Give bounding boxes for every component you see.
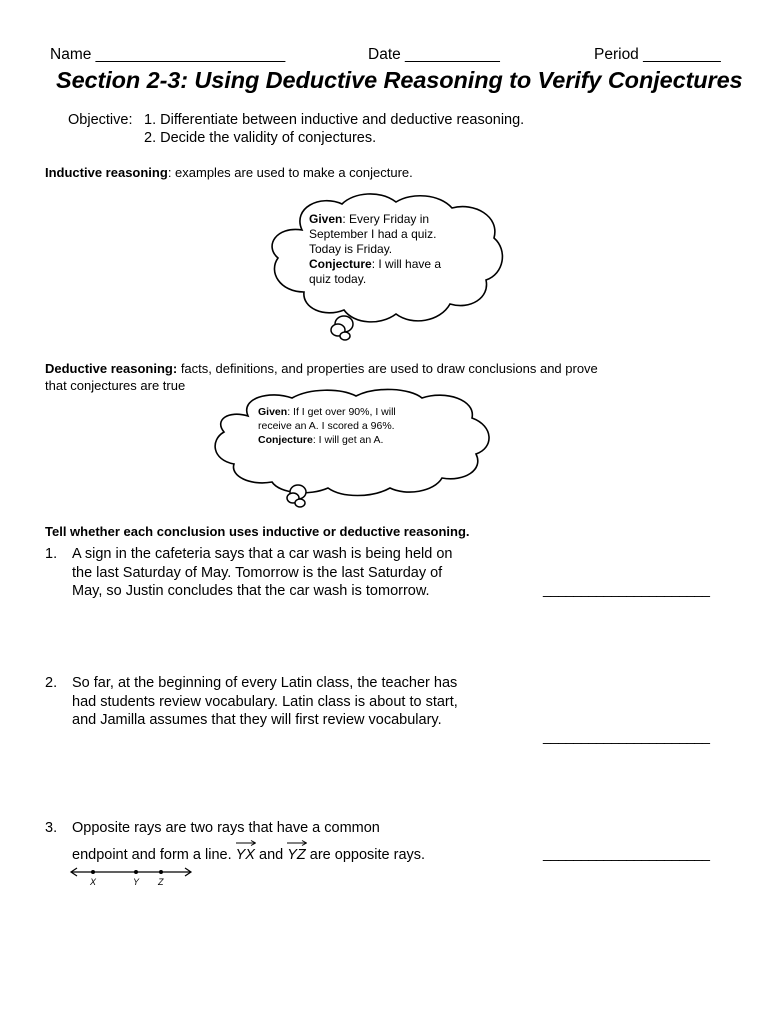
deductive-definition-text: facts, definitions, and properties are used to draw conclusions and prove xyxy=(177,361,598,376)
ray-yx xyxy=(236,846,255,865)
point-x-label: X xyxy=(90,877,97,886)
objective-item-2: 2. Decide the validity of conjectures. xyxy=(144,130,377,146)
inductive-term: Inductive reasoning xyxy=(45,165,168,180)
page-title: Section 2-3: Using Deductive Reasoning to Verify Conjectures xyxy=(56,67,743,93)
question-3-and: and xyxy=(254,847,288,863)
point-y-label: Y xyxy=(133,877,140,886)
question-1-number: 1. xyxy=(45,546,58,562)
inductive-conjecture-text: : I will have a quiz today. xyxy=(309,257,442,286)
instructions: Tell whether each conclusion uses inductive or deductive reasoning. xyxy=(45,524,470,539)
question-3-text-line2 xyxy=(72,846,425,865)
date-field[interactable]: Date ___________ xyxy=(368,46,500,63)
ray-yx-label: YX xyxy=(235,847,255,863)
question-2-text: So far, at the beginning of every Latin class, the teacher has had students review vocabulary. Latin class is about to start, and Jamilla assumes that they will first review vocabulary. xyxy=(72,675,458,728)
inductive-given-label: Given xyxy=(309,212,343,226)
inductive-cloud-text xyxy=(309,212,449,287)
inductive-definition xyxy=(45,165,413,180)
deductive-cloud-text xyxy=(258,405,428,447)
objective-item-1: 1. Differentiate between inductive and deductive reasoning. xyxy=(144,112,525,128)
question-2-answer-blank[interactable]: ______________________ xyxy=(543,729,710,745)
inductive-definition-text: : examples are used to make a conjecture. xyxy=(167,165,413,180)
point-x xyxy=(91,870,95,874)
period-field[interactable]: Period _________ xyxy=(594,46,721,63)
question-3-number: 3. xyxy=(45,820,58,836)
name-field[interactable]: Name ______________________ xyxy=(50,46,286,63)
deductive-definition xyxy=(45,361,598,376)
question-3-text-line1: Opposite rays are two rays that have a common xyxy=(72,820,380,836)
deductive-conjecture-label: Conjecture xyxy=(258,434,313,446)
deductive-definition-line2: that conjectures are true xyxy=(45,378,186,393)
ray-arrow-icon xyxy=(236,840,256,846)
point-y xyxy=(134,870,138,874)
question-2-number: 2. xyxy=(45,675,58,691)
ray-yz-label: YZ xyxy=(287,847,306,863)
inductive-conjecture-label: Conjecture xyxy=(309,257,372,271)
question-1-answer-blank[interactable]: ______________________ xyxy=(543,582,710,598)
point-z-label: Z xyxy=(158,877,164,886)
ray-yz xyxy=(287,846,306,865)
objective-label: Objective: xyxy=(68,112,133,128)
ray-arrow-icon xyxy=(287,840,307,846)
opposite-rays-number-line xyxy=(66,864,196,886)
deductive-given-label: Given xyxy=(258,406,288,418)
deductive-conjecture-text: : I will get an A. xyxy=(312,434,384,446)
point-z xyxy=(159,870,163,874)
deductive-given-text: : If I get over 90%, I will receive an A. I scored a 96%. xyxy=(258,406,396,432)
question-3-answer-blank[interactable]: ______________________ xyxy=(543,846,710,862)
question-3-text-post: are opposite rays. xyxy=(305,847,426,863)
question-3-text-pre: endpoint and form a line. xyxy=(72,847,236,863)
deductive-term: Deductive reasoning: xyxy=(45,361,178,376)
inductive-given-text: : Every Friday in September I had a quiz. Today is Friday. xyxy=(309,212,437,256)
question-1-text: A sign in the cafeteria says that a car wash is being held on the last Saturday of May. Tomorrow is the last Saturday of May, so Justin concludes that the car wash is tomorrow. xyxy=(72,546,453,599)
